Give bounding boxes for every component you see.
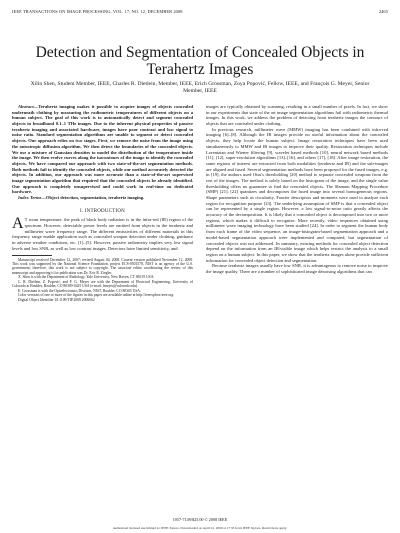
index-terms-label: Index Terms—: [18, 195, 47, 200]
issn-copyright: 1057-7149/$25.00 © 2008 IEEE: [172, 517, 228, 522]
abstract: [12, 104, 193, 195]
footnote-author-shen: X. Shen is with the Department of Radiology, Yale University, New Haven, CT 06519 USA.: [18, 275, 155, 280]
left-column: [12, 104, 193, 302]
footnote-authors-colorado: C. R. Dietlein, Z. Popović, and F. G. Meyer are with the Department of Electrical Engineering, University of Colorado at Boulder, Boulder, CO 80309-0425 USA (e-mail: fmeyer@colorado.edu).: [12, 279, 193, 289]
index-terms: [12, 195, 193, 201]
footnote-color-versions: Color versions of one or more of the figures in this paper are available online at http://ieeexplore.ieee.org.: [18, 293, 175, 298]
running-header: [12, 9, 388, 14]
footnote-divider: [12, 255, 52, 256]
footnote-doi: Digital Object Identifier 10.1109/TIP.2008.2006662: [18, 297, 95, 302]
body-paragraph: Because terahertz images usually have low SNR, it is advantageous to remove noise to improve the image quality. There are a number of sophisticated image denoising algorithms that can: [206, 263, 388, 274]
footnote-manuscript: Manuscript received December 12, 2007; revised August 04, 2008. Current version published November 12, 2008. This work was supported by the National Science Foundation, project ECS-0501578, NIST is an agency of the U.S. government; therefore, this work is not subject to copyright. The associate editor coordinating the review of this manuscript and approving it for publication was Dr. Eric R. Ziegler.: [12, 257, 193, 275]
intro-text: T room temperature, the peak of black body radiation is in the infra-red (IR) region of the spectrum. However, detectable power levels are emitted from objects in the terahertz and millimeter wave frequency range. The different emissivities of different materials in this frequency range enable application such as concealed weapon detection under clothing, guidance in adverse weather conditions, etc. [1]–[5]. However, passive radiometry implies very low signal levels and low SNR, as well as low contrast images. Detectors have limited sensitivity, and: [12, 217, 193, 251]
section-heading-introduction: I. INTRODUCTION: [80, 208, 125, 214]
paper-title: Detection and Segmentation of Concealed Objects in Terahertz Images: [35, 44, 365, 78]
author-list: Xilin Shen, Student Member, IEEE, Charles R. Dietlein, Member, IEEE, Erich Grossman, Zoya Popović, Fellow, IEEE, and François G. Meyer, Senior Member, IEEE: [30, 81, 370, 94]
abstract-text: Terahertz imaging makes it possible to acquire images of objects concealed underneath clothing by measuring the radiometric temperatures of different objects on a human subject. The goal of this work is to automatically detect and segment concealed objects in broadband 0.1–1 THz images. Due to the inherent physical properties of passive terahertz imaging and associated hardware, images have poor contrast and low signal to noise ratio. Standard segmentation algorithms are unable to segment or detect concealed objects. Our approach relies on two stages. First, we remove the noise from the image using the anisotropic diffusion algorithm. We then detect the boundaries of the concealed objects. We use a mixture of Gaussian densities to model the distribution of the temperature inside the image. We then evolve curves along the isocontours of the image to identify the concealed objects. We have compared our approach with two state-of-the-art segmentation methods. Both methods fail to identify the concealed objects, while our method accurately detected the objects. In addition, our approach was more accurate than a state-of-the-art supervised image segmentation algorithm that required that the concealed objects be already identified. Our approach is completely unsupervised and could work in real-time on dedicated hardware.: [12, 104, 193, 195]
journal-header: IEEE TRANSACTIONS ON IMAGE PROCESSING, VOL. 17, NO. 12, DECEMBER 2008: [12, 9, 183, 14]
abstract-label: Abstract—: [18, 104, 39, 109]
drop-cap: A: [12, 215, 24, 233]
right-column: [206, 104, 388, 275]
footnote-author-grossman: E. Grossman is with the Optoelectronics Division, NIST, Boulder, CO 80305 USA.: [18, 288, 141, 293]
body-paragraph: images are typically obtained by scanning, resulting in a small number of pixels. In fact, we show in our experiments that state of the art image segmentation algorithms fail with radiometric thermal images. In this work, we address the problem of detecting from terahertz images the contours of objects that are concealed under clothing.: [206, 104, 388, 127]
body-paragraph: In previous research, millimeter wave (MMW) imaging has been combined with infra-red imaging [6]–[8]. Although the IR images provide no useful information about the concealed objects, they help locate the human subject. Image restoration techniques have been used simultaneously to MMW and IR images to improve their quality. Restoration techniques include Lorentzian and Wiener filtering [9], wavelet based methods [10], neural network based methods [11], [12], super-resolution algorithms [13]–[16], and others [17], [18]. After image restoration, the same regions of interest are extracted from both modalities (terahertz and IR) and the sub-images are aligned and fused. Several segmentation methods have been proposed for the fused images, e.g. in [19], the authors used Otsu's thresholding [20] method to separate concealed weapons from the rest of the images. The method is solely based on the histogram of the image, and the single value thresholding offers no guarantee to find the concealed objects. The Slamani Mapping Procedure (SMP) [21], [22] quantizes and decomposes the fused image into several homogeneous regions. Shape parameters such as circularity, Fourier descriptors and moments were used to analyze each region for recognition purpose [23]. The underlying assumption of SMP is that a concealed object can be represented by a single region. However, a low signal-to-noise ratio greatly affects the accuracy of the decomposition. It is likely that a concealed object is decomposed into two or more regions, which makes it difficult to recognize. More recently, video sequences obtained using millimeter wave imaging technology have been studied [24]. In order to segment the human body from each frame of the video sequence, an image-histogram-based segmentation approach and a model-based segmentation approach were implemented and compared, but segmentation of concealed objects was not addressed. In summary, existing methods for concealed object detection depend on the information from an IR/visible image which helps restrict the analysis to a small region on a human subject. In this paper, we show that the terahertz images alone provide sufficient information for concealed object detection and segmentation.: [206, 126, 388, 263]
index-terms-text: Object detection, segmentation, terahertz imaging.: [46, 195, 145, 200]
license-notice: Authorized licensed use limited to: IEEE Xplore. Downloaded on April 22, 2009 at 17:33 from IEEE Xplore. Restrictions apply.: [112, 526, 288, 530]
intro-paragraph: [12, 217, 193, 251]
page-number: 2465: [378, 9, 388, 14]
